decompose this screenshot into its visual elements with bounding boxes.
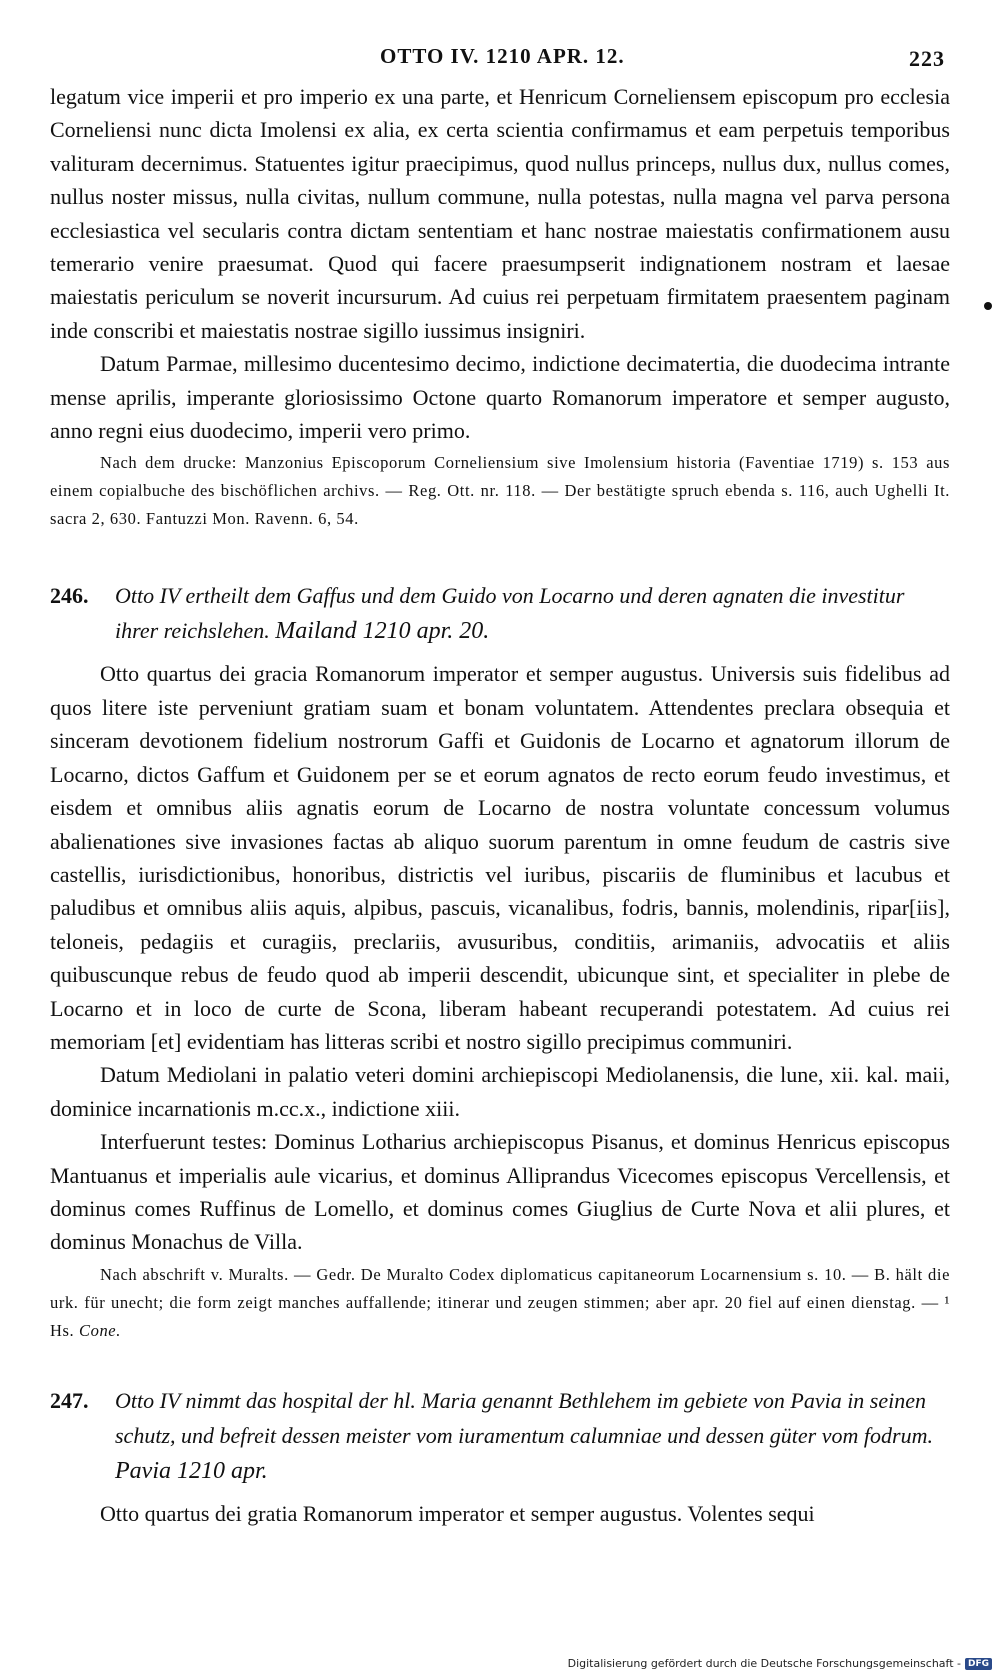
- entry-247-place-date: Pavia 1210 apr.: [115, 1457, 268, 1484]
- document-page: [50, 40, 950, 1530]
- entry-246-paragraph-1: Otto quartus dei gracia Romanorum imperator et semper augustus. Universis suis fidelibus ad quos litere iste perveniunt gratiam suam et bonam voluntatem. Attendentes preclara obsequia et sinceram devotionem fidelium nostrorum Gaffi et Guidonis de Locarno et agnatorum illorum de Locarno, dictos Gaffum et Guidonem per se et eorum agnatos de recto eorum feudo investimus, et eisdem et omnibus aliis agnatis eorum de Locarno de nostra voluntate concessum volumus abalienationes sive invasiones factas ab aliquo suorum parentum in omne feudum de castris sive castellis, iurisdictionibus, honoribus, districtis vel iuribus, piscariis de fluminibus et lacubus et paludibus et omnibus aliis aquis, alpibus, pascuis, vicanalibus, fodris, bannis, molendinis, ripar[iis], teloneis, pedagiis et curagiis, preclariis, avusuribus, conditiis, arimaniis, advocatiis et aliis quibuscunque rebus de feudo quod ab imperii descendit, ubicunque sint, et specialiter in plebe de Locarno et in loco de curte de Scona, liberam habeant recuperandi potestatem. Ad cuius rei memoriam [et] evidentiam has litteras scribi et nostro sigillo precipimus communiri.: [50, 661, 950, 1054]
- entry-246-number: 246.: [50, 583, 89, 609]
- entry-247-number: 247.: [50, 1387, 89, 1413]
- dfg-logo-icon: DFG: [965, 1658, 992, 1670]
- entry-245-source-note: Nach dem drucke: Manzonius Episcoporum Corneliensium sive Imolensium historia (Faventiae 1719) s. 153 aus einem copialbuche des bischöflichen archivs. — Reg. Ott. nr. 118. — Der bestätigte spruch ebenda s. 116, auch Ughelli It. sacra 2, 630. Fantuzzi Mon. Ravenn. 6, 54.: [50, 453, 950, 529]
- entry-247-paragraph-1: Otto quartus dei gratia Romanorum imperator et semper augustus. Volentes sequi: [100, 1500, 815, 1526]
- margin-dot-mark: [984, 302, 992, 310]
- entry-247-heading: [50, 1383, 950, 1489]
- entry-246-dating-clause: Datum Mediolani in palatio veteri domini archiepiscopi Mediolanensis, die lune, xii. kal. maii, dominice incarnationis m.cc.x., indictione xiii.: [50, 1062, 950, 1121]
- entry-246-source-note: [50, 1261, 950, 1345]
- page-number: 223: [909, 46, 945, 71]
- entry-246-witnesses: Interfuerunt testes: Dominus Lotharius archiepiscopus Pisanus, et dominus Henricus episcopus Mantuanus et imperialis aule vicarius, et dominus Alliprandus Vicecomes episcopus Vercellensis, et dominus comes Ruffinus de Lomello, et dominus comes Giuglius de Curte Nova et alii plures, et dominus Monachus de Villa.: [50, 1129, 950, 1255]
- entry-245-continuation: [50, 80, 950, 533]
- entry-246-note-text: Nach abschrift v. Muralts. — Gedr. De Muralto Codex diplomaticus capitaneorum Locarnensium s. 10. — B. hält die urk. für unecht; die form zeigt manches auffallende; itinerar und zeugen stimmen; aber apr. 20 fiel auf einen dienstag. — ¹ Hs.: [50, 1264, 950, 1340]
- entry-247-summary: Otto IV nimmt das hospital der hl. Maria genannt Bethlehem im gebiete von Pavia in seinen schutz, und befreit dessen meister vom iuramentum calumniae und dessen güter vom fodrum.: [115, 1387, 933, 1448]
- digitization-credit: [568, 1657, 992, 1670]
- entry-246-summary: Otto IV ertheilt dem Gaffus und dem Guido von Locarno und deren agnaten die investitur ihrer reichslehen.: [115, 583, 905, 644]
- page-header: [50, 40, 950, 80]
- entry-246-heading: [50, 578, 950, 649]
- entry-246-note-italic: Cone.: [79, 1320, 121, 1340]
- running-title: OTTO IV. 1210 APR. 12.: [380, 44, 625, 68]
- entry-245-dating-clause: Datum Parmae, millesimo ducentesimo decimo, indictione decimatertia, die duodecima intrante mense aprilis, imperante gloriosissimo Octone quarto Romanorum imperatore et semper augusto, anno regni eius duodecimo, imperii vero primo.: [50, 351, 950, 444]
- entry-246: [50, 578, 950, 1344]
- entry-247: [50, 1383, 950, 1530]
- credit-text: Digitalisierung gefördert durch die Deutsche Forschungsgemeinschaft -: [567, 1657, 961, 1670]
- entry-246-place-date: Mailand 1210 apr. 20.: [275, 618, 490, 645]
- entry-245-paragraph-1: legatum vice imperii et pro imperio ex una parte, et Henricum Corneliensem episcopum pro ecclesia Corneliensi nunc dicta Imolensi ex alia, ex certa scientia confirmamus et eam perpetuis temporibus valituram decernimus. Statuentes igitur praecipimus, quod nullus princeps, nullus dux, nullus comes, nullus noster missus, nulla civitas, nullum commune, nulla potestas, nulla magna vel parva persona ecclesiastica vel secularis contra dictam sententiam et hanc nostrae maiestatis confirmationem ausu temerario venire praesumat. Quod qui facere praesumpserit indignationem nostram et laesae maiestatis periculum se noverit incursurum. Ad cuius rei perpetuam firmitatem praesentem paginam inde conscribi et maiestatis nostrae sigillo iussimus insigniri.: [50, 84, 950, 343]
